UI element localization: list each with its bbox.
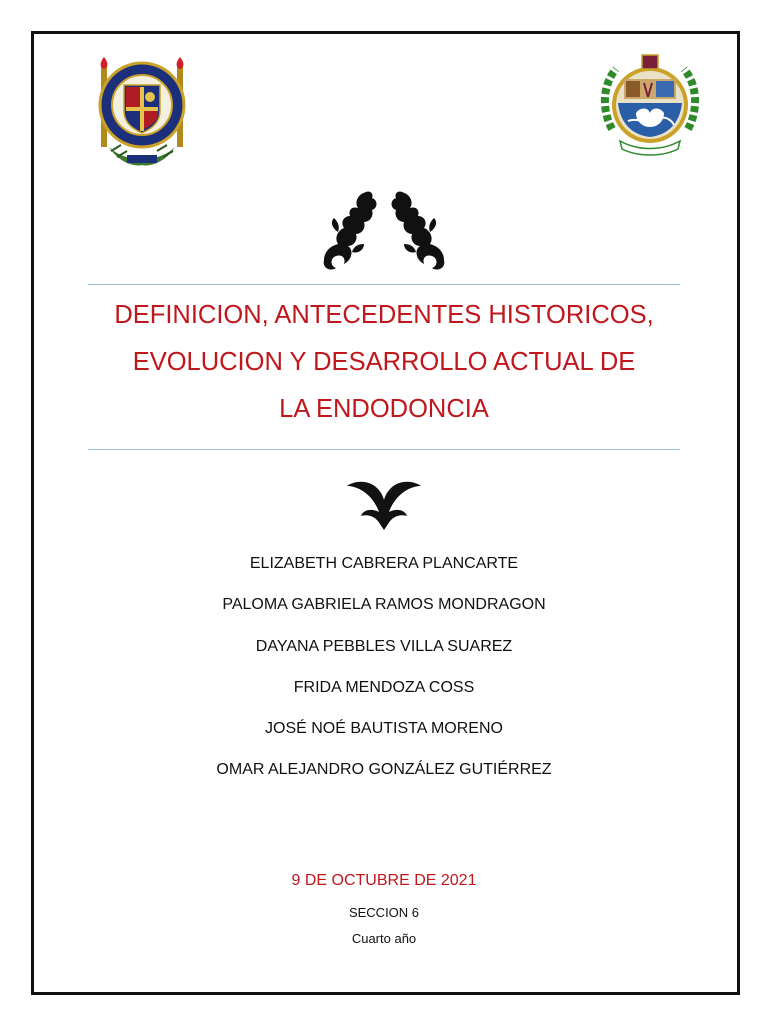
title-line: DEFINICION, ANTECEDENTES HISTORICOS, (114, 301, 654, 329)
author-name: DAYANA PEBBLES VILLA SUAREZ (255, 637, 513, 655)
author-name: ELIZABETH CABRERA PLANCARTE (249, 555, 519, 572)
document-title (60, 292, 708, 433)
fleuron-icon (345, 478, 423, 530)
section-label: SECCION 6 (348, 905, 420, 920)
floral-flourish-icon (308, 188, 460, 272)
title-line: EVOLUCION Y DESARROLLO ACTUAL DE (132, 348, 636, 376)
top-divider (88, 284, 680, 285)
title-line: LA ENDODONCIA (279, 395, 489, 423)
author-name: PALOMA GABRIELA RAMOS MONDRAGON (222, 596, 546, 614)
year-label: Cuarto año (351, 931, 417, 946)
document-date: 9 DE OCTUBRE DE 2021 (291, 872, 477, 889)
author-name: JOSÉ NOÉ BAUTISTA MORENO (265, 720, 503, 738)
author-name: FRIDA MENDOZA COSS (293, 678, 475, 696)
bottom-divider (88, 449, 680, 450)
university-crest-icon (91, 55, 193, 170)
author-name: OMAR ALEJANDRO GONZÁLEZ GUTIÉRREZ (216, 761, 552, 779)
author-list (60, 551, 708, 799)
dental-faculty-seal-icon (598, 51, 702, 161)
